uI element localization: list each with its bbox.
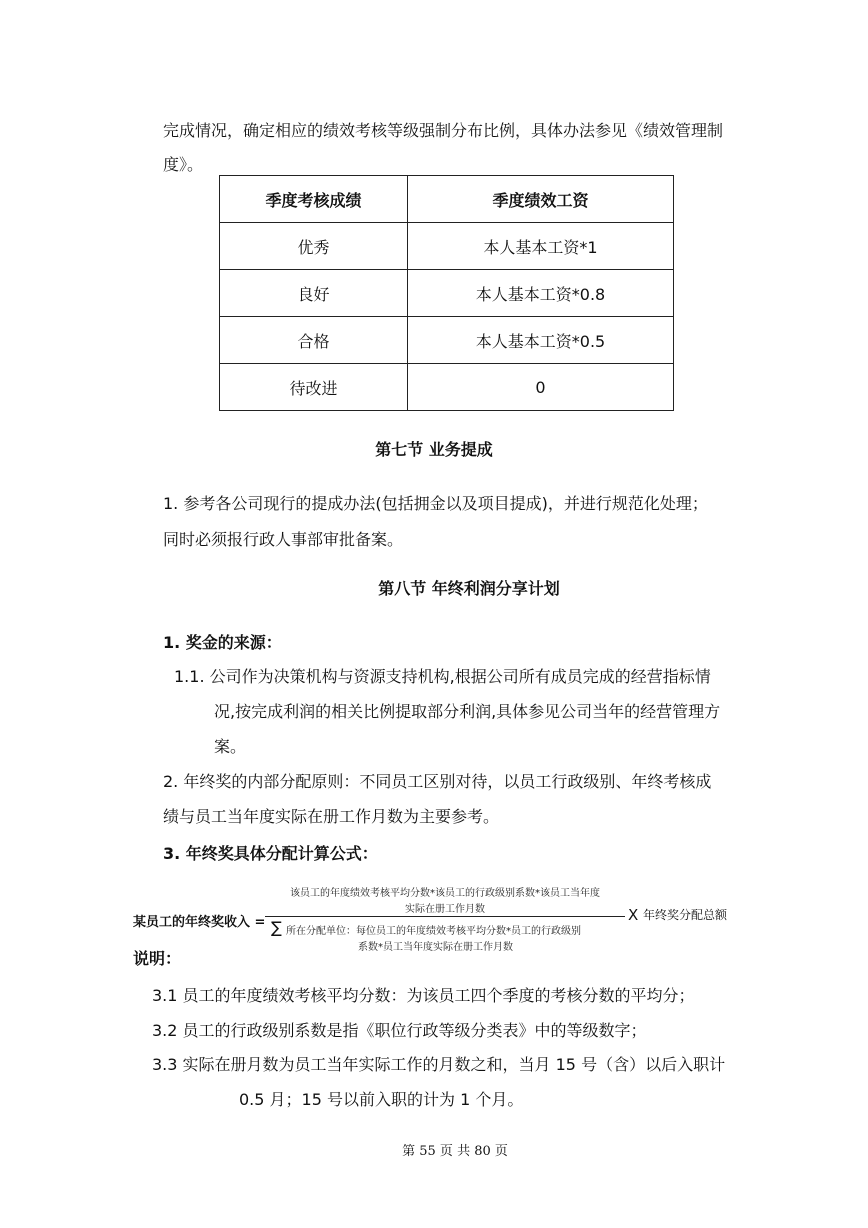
section-8-item-1-title: 1. 奖金的来源： (163, 633, 282, 652)
table-header-row (220, 176, 674, 223)
intro-line-2: 度》。 (163, 155, 204, 174)
grade-cell: 合格 (220, 317, 408, 364)
section-7-item-1-line-2: 同时必须报行政人事部审批备案。 (163, 530, 404, 549)
pay-cell: 本人基本工资*0.5 (408, 317, 674, 364)
grade-cell: 待改进 (220, 364, 408, 411)
formula-numerator-line-1: 该员工的年度绩效考核平均分数*该员工的行政级别系数*该员工当年度 (290, 888, 600, 899)
sum-icon: ∑ (271, 918, 282, 937)
intro-line-1: 完成情况，确定相应的绩效考核等级强制分布比例，具体办法参见《绩效管理制 (163, 121, 724, 140)
section-8-item-3-title: 3. 年终奖具体分配计算公式： (163, 844, 378, 863)
formula-denominator-line-1: 所在分配单位：每位员工的年度绩效考核平均分数*员工的行政级别 (286, 926, 581, 937)
section-8-item-2-line-1: 2. 年终奖的内部分配原则：不同员工区别对待，以员工行政级别、年终考核成 (163, 772, 712, 791)
section-8-item-1-1-line-3: 案。 (214, 737, 247, 756)
grade-cell: 良好 (220, 270, 408, 317)
note-3-2: 3.2 员工的行政级别系数是指《职位行政等级分类表》中的等级数字； (152, 1021, 647, 1040)
table-row (220, 364, 674, 411)
header-quarter-grade: 季度考核成绩 (220, 176, 408, 223)
grade-cell: 优秀 (220, 223, 408, 270)
section-8-title: 第八节 年终利润分享计划 (378, 579, 560, 598)
pay-cell: 0 (408, 364, 674, 411)
section-8-item-1-1-line-2: 况,按完成利润的相关比例提取部分利润,具体参见公司当年的经营管理方 (214, 702, 721, 721)
header-quarter-pay: 季度绩效工资 (408, 176, 674, 223)
formula-numerator-line-2: 实际在册工作月数 (405, 904, 485, 915)
section-7-item-1-line-1: 1. 参考各公司现行的提成办法(包括拥金以及项目提成)，并进行规范化处理； (163, 494, 708, 513)
table-row (220, 223, 674, 270)
grade-table (219, 175, 674, 411)
pay-cell: 本人基本工资*0.8 (408, 270, 674, 317)
note-3-3-line-2: 0.5 月；15 号以前入职的计为 1 个月。 (239, 1090, 524, 1109)
formula-times: X (628, 906, 639, 924)
section-8-item-2-line-2: 绩与员工当年度实际在册工作月数为主要参考。 (163, 807, 500, 826)
section-8-item-1-1-line-1: 1.1. 公司作为决策机构与资源支持机构,根据公司所有成员完成的经营指标情 (174, 667, 711, 686)
note-3-3-line-1: 3.3 实际在册月数为员工当年实际工作的月数之和，当月 15 号（含）以后入职计 (152, 1055, 726, 1074)
table-row (220, 317, 674, 364)
pay-cell: 本人基本工资*1 (408, 223, 674, 270)
note-3-1: 3.1 员工的年度绩效考核平均分数：为该员工四个季度的考核分数的平均分； (152, 986, 695, 1005)
formula-rhs: 年终奖分配总额 (643, 908, 728, 922)
formula-lhs: 某员工的年终奖收入 = (133, 915, 266, 930)
formula-fraction-bar (265, 916, 625, 917)
page-footer: 第 55 页 共 80 页 (402, 1144, 508, 1159)
section-7-title: 第七节 业务提成 (375, 440, 493, 459)
notes-title: 说明： (133, 949, 182, 968)
formula-denominator-line-2: 系数*员工当年度实际在册工作月数 (358, 942, 513, 953)
table-row (220, 270, 674, 317)
